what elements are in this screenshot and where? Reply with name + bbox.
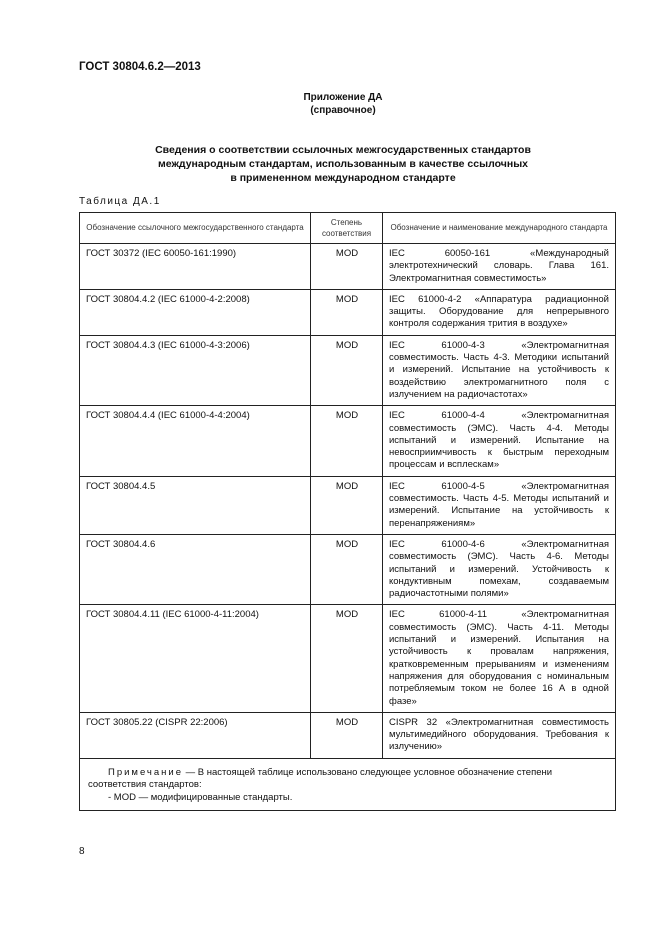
table-row [80, 244, 616, 290]
table-row [80, 335, 616, 405]
section-title [0, 143, 661, 185]
cell-intl-standard: IEC 61000-4-6 «Электромагнитная совместимость (ЭМС). Часть 4-6. Методы испытаний и измерений. Устойчивость к кондуктивным помехам, создаваемым радиочастотными полями» [383, 534, 616, 604]
table-row [80, 406, 616, 476]
note-text: — В настоящей таблице использовано следующее условное обозначение степени соответствия стандартов: [88, 766, 553, 791]
section-title-line: Сведения о соответствии ссылочных межгосударственных стандартов [155, 144, 531, 156]
table-row [80, 289, 616, 335]
cell-standard: ГОСТ 30372 (IEC 60050-161:1990) [80, 244, 311, 290]
correspondence-table [79, 212, 616, 811]
cell-intl-standard: IEC 61000-4-11 «Электромагнитная совместимость (ЭМС). Часть 4-11. Методы испытаний и измерений. Испытания на устойчивость к провалам напряжения, кратковременным прерываниям и изменениям напряжения для оборудования с номинальным потребляемым током не более 16 А в одной фазе» [383, 605, 616, 712]
table-row [80, 712, 616, 758]
header-standard: Обозначение ссылочного межгосударственного стандарта [80, 213, 311, 244]
note-item: - MOD — модифицированные стандарты. [108, 791, 293, 803]
cell-intl-standard: CISPR 32 «Электромагнитная совместимость мультимедийного оборудования. Требования к излучению» [383, 712, 616, 758]
cell-intl-standard: IEC 60050-161 «Международный электротехнический словарь. Глава 161. Электромагнитная совместимость» [383, 244, 616, 290]
cell-standard: ГОСТ 30804.4.5 [80, 476, 311, 534]
cell-intl-standard: IEC 61000-4-4 «Электромагнитная совместимость (ЭМС). Часть 4-4. Методы испытаний и измерений. Испытание на невосприимчивость к быстрым переходным процессам и всплескам» [383, 406, 616, 476]
table-note-row [80, 758, 616, 811]
appendix-subtitle: (справочное) [310, 105, 376, 116]
cell-intl-standard: IEC 61000-4-3 «Электромагнитная совместимость. Часть 4-3. Методики испытаний и измерений. Испытание на устойчивость к воздействию электромагнитного поля с излучением на радиочастотах» [383, 335, 616, 405]
cell-standard: ГОСТ 30804.4.2 (IEC 61000-4-2:2008) [80, 289, 311, 335]
cell-standard: ГОСТ 30804.4.11 (IEC 61000-4-11:2004) [80, 605, 311, 712]
header-intl-standard: Обозначение и наименование международного стандарта [383, 213, 616, 244]
document-code: ГОСТ 30804.6.2—2013 [79, 61, 201, 73]
cell-standard: ГОСТ 30804.4.4 (IEC 61000-4-4:2004) [80, 406, 311, 476]
table-row [80, 476, 616, 534]
section-title-line: международным стандартам, использованным в качестве ссылочных [157, 158, 528, 170]
cell-degree: MOD [311, 289, 383, 335]
cell-degree: MOD [311, 476, 383, 534]
cell-intl-standard: IEC 61000-4-5 «Электромагнитная совместимость. Часть 4-5. Методы испытаний и измерений. Испытание на устойчивость к перенапряжениям» [383, 476, 616, 534]
cell-standard: ГОСТ 30804.4.6 [80, 534, 311, 604]
cell-degree: MOD [311, 712, 383, 758]
table-header-row [80, 213, 616, 244]
header-degree: Степень соответствия [311, 213, 383, 244]
table-label: Таблица ДА.1 [79, 196, 161, 207]
table-row [80, 605, 616, 712]
page-number: 8 [79, 846, 85, 857]
section-title-line: в примененном международном стандарте [230, 172, 456, 184]
appendix-title: Приложение ДА [303, 92, 383, 103]
cell-degree: MOD [311, 534, 383, 604]
cell-degree: MOD [311, 335, 383, 405]
cell-standard: ГОСТ 30804.4.3 (IEC 61000-4-3:2006) [80, 335, 311, 405]
cell-degree: MOD [311, 244, 383, 290]
cell-intl-standard: IEC 61000-4-2 «Аппаратура радиационной защиты. Оборудование для непрерывного контроля содержания трития в воздухе» [383, 289, 616, 335]
cell-standard: ГОСТ 30805.22 (CISPR 22:2006) [80, 712, 311, 758]
appendix-heading [0, 91, 661, 117]
note-label: Примечание [108, 766, 183, 778]
cell-degree: MOD [311, 406, 383, 476]
cell-degree: MOD [311, 605, 383, 712]
table-note [80, 758, 616, 811]
table-row [80, 534, 616, 604]
